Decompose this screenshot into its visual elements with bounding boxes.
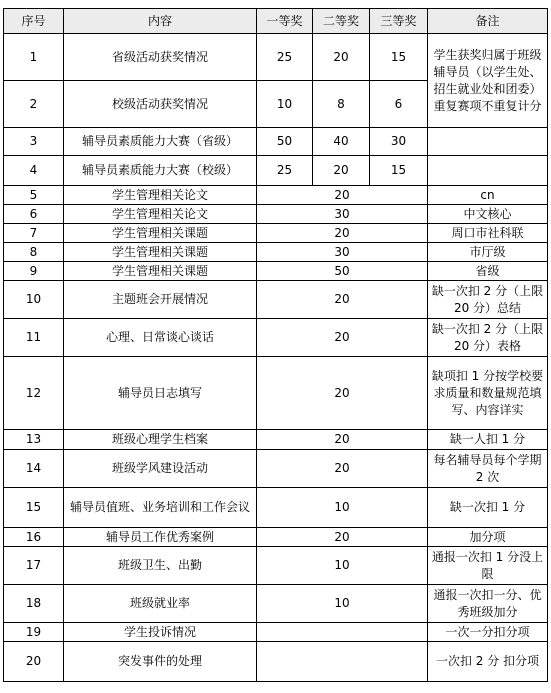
row-score: 20 (257, 186, 428, 205)
row-note (428, 128, 548, 156)
table-row (4, 357, 548, 430)
table-row (4, 34, 548, 81)
award-note: 学生获奖归属于班级辅导员（以学生处、招生就业处和团委）重复赛项不重复计分 (428, 34, 548, 128)
row-content: 班级卫生、出勤 (64, 547, 257, 585)
row-note: 通报一次扣 1 分没上限 (428, 547, 548, 585)
header-no: 序号 (4, 9, 64, 34)
row-no: 5 (4, 186, 64, 205)
table-row (4, 642, 548, 682)
header-note: 备注 (428, 9, 548, 34)
row-second-prize: 40 (313, 128, 370, 156)
row-content: 辅导员工作优秀案例 (64, 528, 257, 547)
row-content: 辅导员日志填写 (64, 357, 257, 430)
row-score: 50 (257, 262, 428, 281)
row-third-prize: 30 (370, 128, 428, 156)
row-no: 10 (4, 281, 64, 319)
table-row (4, 488, 548, 528)
table-row (4, 528, 548, 547)
row-content: 省级活动获奖情况 (64, 34, 257, 81)
header-third-prize: 三等奖 (370, 9, 428, 34)
row-no: 1 (4, 34, 64, 81)
row-no: 18 (4, 585, 64, 623)
row-no: 3 (4, 128, 64, 156)
table-row (4, 224, 548, 243)
row-content: 心理、日常谈心谈话 (64, 319, 257, 357)
table-row (4, 547, 548, 585)
row-score: 20 (257, 430, 428, 450)
row-no: 17 (4, 547, 64, 585)
row-no: 15 (4, 488, 64, 528)
row-note: 中文核心 (428, 205, 548, 224)
row-content: 班级就业率 (64, 585, 257, 623)
row-no: 20 (4, 642, 64, 682)
table-row (4, 243, 548, 262)
row-no: 19 (4, 623, 64, 642)
header-content: 内容 (64, 9, 257, 34)
row-content: 学生管理相关论文 (64, 205, 257, 224)
row-third-prize: 6 (370, 81, 428, 128)
row-score: 20 (257, 281, 428, 319)
table-row (4, 205, 548, 224)
table-row (4, 262, 548, 281)
row-note: 一次扣 2 分 扣分项 (428, 642, 548, 682)
row-no: 8 (4, 243, 64, 262)
row-score: 10 (257, 547, 428, 585)
row-note (428, 156, 548, 186)
table-row (4, 128, 548, 156)
row-score: 10 (257, 585, 428, 623)
row-no: 9 (4, 262, 64, 281)
table-row (4, 281, 548, 319)
row-content: 校级活动获奖情况 (64, 81, 257, 128)
row-content: 辅导员素质能力大赛（省级） (64, 128, 257, 156)
table-row (4, 430, 548, 450)
row-content: 辅导员素质能力大赛（校级） (64, 156, 257, 186)
row-note: 通报一次扣一分、优秀班级加分 (428, 585, 548, 623)
row-content: 学生管理相关论文 (64, 186, 257, 205)
row-first-prize: 25 (257, 34, 313, 81)
row-no: 14 (4, 450, 64, 488)
row-score: 20 (257, 357, 428, 430)
row-score: 30 (257, 243, 428, 262)
row-content: 学生管理相关课题 (64, 224, 257, 243)
row-second-prize: 20 (313, 34, 370, 81)
row-content: 班级学风建设活动 (64, 450, 257, 488)
row-content: 班级心理学生档案 (64, 430, 257, 450)
row-score: 20 (257, 450, 428, 488)
row-note: 缺一次扣 2 分（上限 20 分）表格 (428, 319, 548, 357)
header-row (4, 9, 548, 34)
table-row (4, 156, 548, 186)
row-score: 30 (257, 205, 428, 224)
row-note: 缺一次扣 2 分（上限 20 分）总结 (428, 281, 548, 319)
row-score: 20 (257, 528, 428, 547)
row-second-prize: 8 (313, 81, 370, 128)
row-no: 12 (4, 357, 64, 430)
row-score (257, 623, 428, 642)
row-second-prize: 20 (313, 156, 370, 186)
row-score (257, 642, 428, 682)
row-note: 市厅级 (428, 243, 548, 262)
row-note: 周口市社科联 (428, 224, 548, 243)
row-first-prize: 10 (257, 81, 313, 128)
table-row (4, 450, 548, 488)
row-first-prize: 50 (257, 128, 313, 156)
row-third-prize: 15 (370, 34, 428, 81)
row-content: 辅导员值班、业务培训和工作会议 (64, 488, 257, 528)
row-note: 缺项扣 1 分按学校要求质量和数量规范填写、内容详实 (428, 357, 548, 430)
row-no: 11 (4, 319, 64, 357)
row-content: 主题班会开展情况 (64, 281, 257, 319)
row-no: 2 (4, 81, 64, 128)
row-score: 20 (257, 319, 428, 357)
row-content: 学生管理相关课题 (64, 243, 257, 262)
row-note: cn (428, 186, 548, 205)
score-table (3, 8, 548, 682)
row-content: 突发事件的处理 (64, 642, 257, 682)
row-third-prize: 15 (370, 156, 428, 186)
row-content: 学生管理相关课题 (64, 262, 257, 281)
row-first-prize: 25 (257, 156, 313, 186)
row-note: 每名辅导员每个学期 2 次 (428, 450, 548, 488)
row-no: 4 (4, 156, 64, 186)
row-note: 加分项 (428, 528, 548, 547)
row-note: 一次一分扣分项 (428, 623, 548, 642)
row-no: 13 (4, 430, 64, 450)
row-note: 缺一次扣 1 分 (428, 488, 548, 528)
header-first-prize: 一等奖 (257, 9, 313, 34)
row-note: 缺一人扣 1 分 (428, 430, 548, 450)
table-row (4, 623, 548, 642)
row-score: 20 (257, 224, 428, 243)
table-row (4, 319, 548, 357)
row-no: 7 (4, 224, 64, 243)
header-second-prize: 二等奖 (313, 9, 370, 34)
row-no: 6 (4, 205, 64, 224)
row-score: 10 (257, 488, 428, 528)
row-no: 16 (4, 528, 64, 547)
row-note: 省级 (428, 262, 548, 281)
table-row (4, 585, 548, 623)
row-content: 学生投诉情况 (64, 623, 257, 642)
table-row (4, 186, 548, 205)
